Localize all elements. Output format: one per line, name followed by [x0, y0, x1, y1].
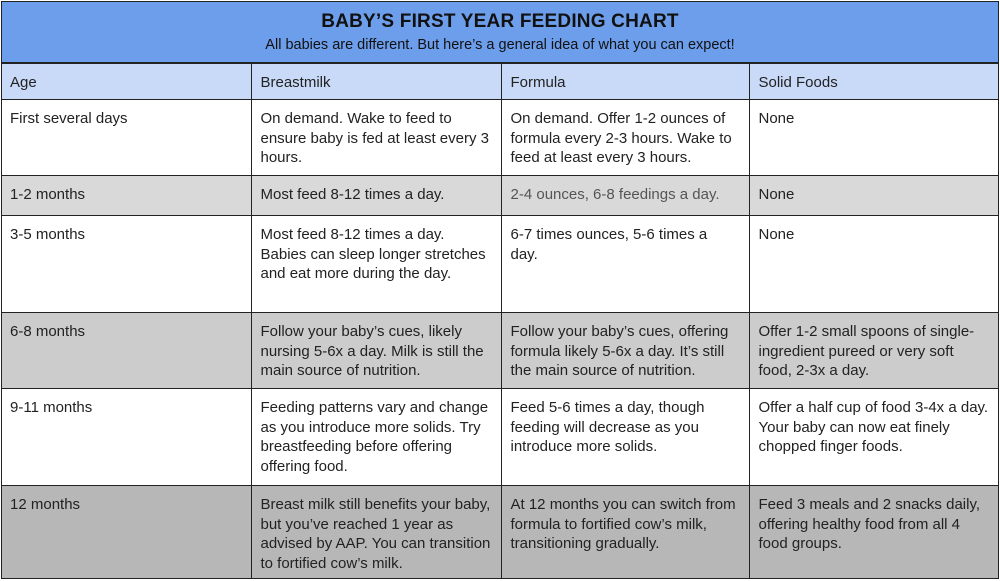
- chart-title: BABY’S FIRST YEAR FEEDING CHART: [321, 11, 679, 32]
- breastmilk-cell: Feeding patterns vary and change as you introduce more solids. Try breastfeeding before offering offering food.: [251, 389, 501, 486]
- table-row: [1, 216, 999, 313]
- feeding-chart: [1, 1, 999, 579]
- age-cell: 12 months: [1, 486, 251, 580]
- chart-subtitle: All babies are different. But here’s a general idea of what you can expect!: [265, 37, 735, 53]
- solid-foods-cell: None: [749, 216, 999, 313]
- age-cell: First several days: [1, 100, 251, 176]
- solid-foods-cell: Feed 3 meals and 2 snacks daily, offering healthy food from all 4 food groups.: [749, 486, 999, 580]
- formula-cell: On demand. Offer 1-2 ounces of formula every 2-3 hours. Wake to feed at least every 3 hours.: [501, 100, 749, 176]
- column-header-solid-foods: Solid Foods: [749, 64, 999, 100]
- header-row: [1, 64, 999, 100]
- solid-foods-cell: Offer 1-2 small spoons of single-ingredient pureed or very soft food, 2-3x a day.: [749, 313, 999, 389]
- column-header-breastmilk: Breastmilk: [251, 64, 501, 100]
- feeding-table: [1, 63, 999, 579]
- solid-foods-cell: None: [749, 100, 999, 176]
- age-cell: 9-11 months: [1, 389, 251, 486]
- breastmilk-cell: Most feed 8-12 times a day. Babies can sleep longer stretches and eat more during the day.: [251, 216, 501, 313]
- breastmilk-cell: Most feed 8-12 times a day.: [251, 176, 501, 216]
- formula-cell: 2-4 ounces, 6-8 feedings a day.: [501, 176, 749, 216]
- column-header-formula: Formula: [501, 64, 749, 100]
- breastmilk-cell: Follow your baby’s cues, likely nursing 5-6x a day. Milk is still the main source of nutrition.: [251, 313, 501, 389]
- formula-cell: At 12 months you can switch from formula to fortified cow’s milk, transitioning gradually.: [501, 486, 749, 580]
- formula-cell: Feed 5-6 times a day, though feeding will decrease as you introduce more solids.: [501, 389, 749, 486]
- age-cell: 6-8 months: [1, 313, 251, 389]
- table-row: [1, 313, 999, 389]
- solid-foods-cell: Offer a half cup of food 3-4x a day. Your baby can now eat finely chopped finger foods.: [749, 389, 999, 486]
- breastmilk-cell: On demand. Wake to feed to ensure baby is fed at least every 3 hours.: [251, 100, 501, 176]
- title-bar: [2, 2, 998, 63]
- breastmilk-cell: Breast milk still benefits your baby, but you’ve reached 1 year as advised by AAP. You can transition to fortified cow’s milk.: [251, 486, 501, 580]
- table-row: [1, 176, 999, 216]
- table-row: [1, 389, 999, 486]
- column-header-age: Age: [1, 64, 251, 100]
- formula-cell: Follow your baby’s cues, offering formula likely 5-6x a day. It’s still the main source of nutrition.: [501, 313, 749, 389]
- age-cell: 1-2 months: [1, 176, 251, 216]
- age-cell: 3-5 months: [1, 216, 251, 313]
- solid-foods-cell: None: [749, 176, 999, 216]
- formula-cell: 6-7 times ounces, 5-6 times a day.: [501, 216, 749, 313]
- table-row: [1, 100, 999, 176]
- table-row: [1, 486, 999, 580]
